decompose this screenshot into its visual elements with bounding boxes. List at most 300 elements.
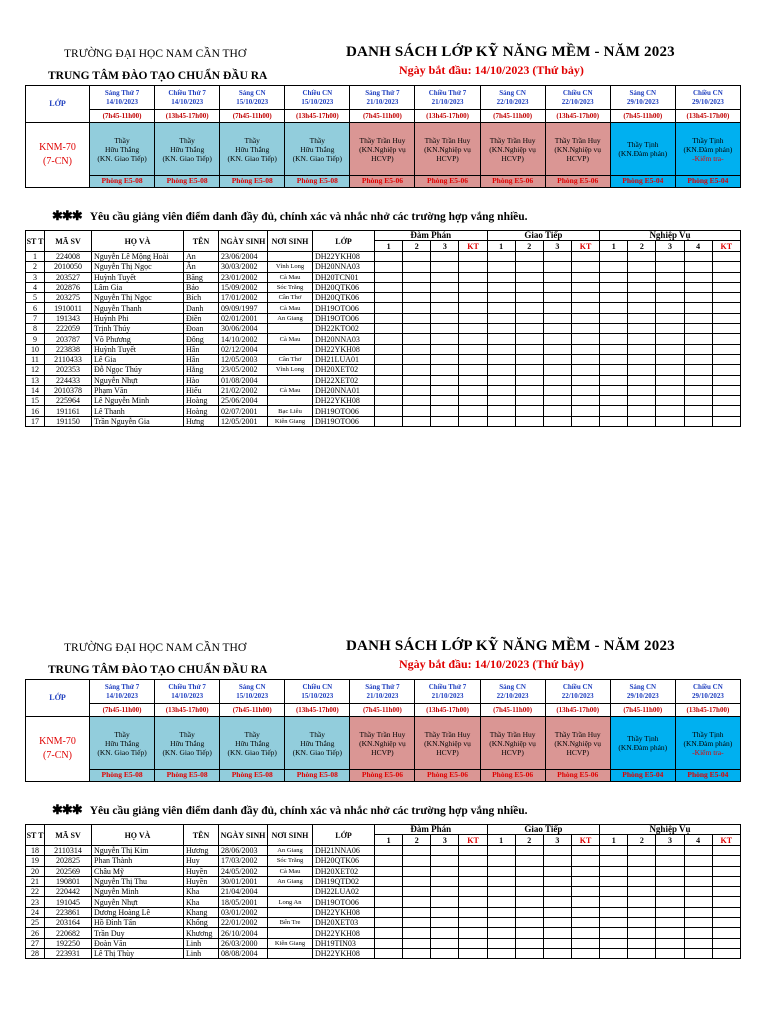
attendance-cell[interactable] (684, 262, 712, 272)
attendance-cell[interactable] (487, 313, 515, 323)
attendance-cell[interactable] (487, 324, 515, 334)
attendance-cell[interactable] (459, 406, 487, 416)
attendance-cell[interactable] (628, 918, 656, 928)
attendance-cell[interactable] (656, 282, 684, 292)
attendance-cell[interactable] (684, 344, 712, 354)
attendance-cell[interactable] (656, 252, 684, 262)
attendance-cell[interactable] (543, 354, 571, 364)
attendance-cell[interactable] (543, 897, 571, 907)
attendance-cell[interactable] (487, 252, 515, 262)
attendance-cell[interactable] (515, 416, 543, 426)
attendance-cell[interactable] (600, 334, 628, 344)
attendance-cell[interactable] (656, 375, 684, 385)
attendance-cell[interactable] (431, 846, 459, 856)
attendance-cell[interactable] (487, 282, 515, 292)
attendance-cell[interactable] (459, 866, 487, 876)
attendance-cell[interactable] (628, 887, 656, 897)
attendance-cell[interactable] (431, 907, 459, 917)
attendance-cell[interactable] (628, 416, 656, 426)
attendance-cell[interactable] (628, 293, 656, 303)
attendance-cell[interactable] (712, 344, 740, 354)
attendance-cell[interactable] (459, 344, 487, 354)
attendance-cell[interactable] (684, 396, 712, 406)
attendance-cell[interactable] (712, 282, 740, 292)
attendance-cell[interactable] (712, 907, 740, 917)
attendance-cell[interactable] (459, 365, 487, 375)
attendance-cell[interactable] (543, 293, 571, 303)
attendance-cell[interactable] (572, 324, 600, 334)
attendance-cell[interactable] (572, 334, 600, 344)
attendance-cell[interactable] (543, 262, 571, 272)
attendance-cell[interactable] (712, 846, 740, 856)
attendance-cell[interactable] (656, 365, 684, 375)
attendance-cell[interactable] (543, 846, 571, 856)
attendance-cell[interactable] (572, 365, 600, 375)
attendance-cell[interactable] (487, 856, 515, 866)
attendance-cell[interactable] (403, 282, 431, 292)
attendance-cell[interactable] (403, 334, 431, 344)
attendance-cell[interactable] (684, 385, 712, 395)
attendance-cell[interactable] (684, 907, 712, 917)
attendance-cell[interactable] (572, 938, 600, 948)
attendance-cell[interactable] (403, 897, 431, 907)
attendance-cell[interactable] (487, 887, 515, 897)
attendance-cell[interactable] (515, 948, 543, 958)
attendance-cell[interactable] (684, 887, 712, 897)
attendance-cell[interactable] (459, 375, 487, 385)
attendance-cell[interactable] (403, 948, 431, 958)
attendance-cell[interactable] (487, 897, 515, 907)
attendance-cell[interactable] (515, 324, 543, 334)
attendance-cell[interactable] (628, 354, 656, 364)
attendance-cell[interactable] (375, 375, 403, 385)
attendance-cell[interactable] (600, 416, 628, 426)
attendance-cell[interactable] (375, 324, 403, 334)
attendance-cell[interactable] (600, 344, 628, 354)
attendance-cell[interactable] (431, 334, 459, 344)
attendance-cell[interactable] (684, 938, 712, 948)
attendance-cell[interactable] (684, 876, 712, 886)
attendance-cell[interactable] (487, 344, 515, 354)
attendance-cell[interactable] (712, 385, 740, 395)
attendance-cell[interactable] (656, 313, 684, 323)
attendance-cell[interactable] (375, 406, 403, 416)
attendance-cell[interactable] (375, 334, 403, 344)
attendance-cell[interactable] (487, 948, 515, 958)
attendance-cell[interactable] (487, 907, 515, 917)
attendance-cell[interactable] (543, 344, 571, 354)
attendance-cell[interactable] (487, 303, 515, 313)
attendance-cell[interactable] (712, 948, 740, 958)
attendance-cell[interactable] (712, 354, 740, 364)
attendance-cell[interactable] (487, 396, 515, 406)
attendance-cell[interactable] (600, 897, 628, 907)
attendance-cell[interactable] (431, 416, 459, 426)
attendance-cell[interactable] (431, 948, 459, 958)
attendance-cell[interactable] (600, 303, 628, 313)
attendance-cell[interactable] (543, 887, 571, 897)
attendance-cell[interactable] (459, 887, 487, 897)
attendance-cell[interactable] (712, 876, 740, 886)
attendance-cell[interactable] (459, 897, 487, 907)
attendance-cell[interactable] (572, 856, 600, 866)
attendance-cell[interactable] (684, 272, 712, 282)
attendance-cell[interactable] (628, 385, 656, 395)
attendance-cell[interactable] (375, 252, 403, 262)
attendance-cell[interactable] (628, 948, 656, 958)
attendance-cell[interactable] (572, 354, 600, 364)
attendance-cell[interactable] (487, 406, 515, 416)
attendance-cell[interactable] (375, 282, 403, 292)
attendance-cell[interactable] (515, 293, 543, 303)
attendance-cell[interactable] (375, 365, 403, 375)
attendance-cell[interactable] (628, 907, 656, 917)
attendance-cell[interactable] (431, 866, 459, 876)
attendance-cell[interactable] (459, 948, 487, 958)
attendance-cell[interactable] (403, 303, 431, 313)
attendance-cell[interactable] (543, 396, 571, 406)
attendance-cell[interactable] (712, 918, 740, 928)
attendance-cell[interactable] (572, 282, 600, 292)
attendance-cell[interactable] (543, 876, 571, 886)
attendance-cell[interactable] (487, 385, 515, 395)
attendance-cell[interactable] (459, 252, 487, 262)
attendance-cell[interactable] (656, 856, 684, 866)
attendance-cell[interactable] (684, 365, 712, 375)
attendance-cell[interactable] (572, 897, 600, 907)
attendance-cell[interactable] (459, 324, 487, 334)
attendance-cell[interactable] (600, 928, 628, 938)
attendance-cell[interactable] (712, 938, 740, 948)
attendance-cell[interactable] (712, 303, 740, 313)
attendance-cell[interactable] (600, 846, 628, 856)
attendance-cell[interactable] (572, 303, 600, 313)
attendance-cell[interactable] (712, 416, 740, 426)
attendance-cell[interactable] (712, 272, 740, 282)
attendance-cell[interactable] (459, 262, 487, 272)
attendance-cell[interactable] (572, 396, 600, 406)
attendance-cell[interactable] (459, 416, 487, 426)
attendance-cell[interactable] (403, 354, 431, 364)
attendance-cell[interactable] (600, 354, 628, 364)
attendance-cell[interactable] (572, 262, 600, 272)
attendance-cell[interactable] (600, 866, 628, 876)
attendance-cell[interactable] (403, 846, 431, 856)
attendance-cell[interactable] (600, 396, 628, 406)
attendance-cell[interactable] (431, 252, 459, 262)
attendance-cell[interactable] (515, 897, 543, 907)
attendance-cell[interactable] (431, 876, 459, 886)
attendance-cell[interactable] (572, 313, 600, 323)
attendance-cell[interactable] (375, 866, 403, 876)
attendance-cell[interactable] (431, 928, 459, 938)
attendance-cell[interactable] (572, 887, 600, 897)
attendance-cell[interactable] (572, 907, 600, 917)
attendance-cell[interactable] (628, 262, 656, 272)
attendance-cell[interactable] (515, 262, 543, 272)
attendance-cell[interactable] (684, 282, 712, 292)
attendance-cell[interactable] (628, 938, 656, 948)
attendance-cell[interactable] (375, 907, 403, 917)
attendance-cell[interactable] (656, 354, 684, 364)
attendance-cell[interactable] (572, 846, 600, 856)
attendance-cell[interactable] (487, 938, 515, 948)
attendance-cell[interactable] (572, 876, 600, 886)
attendance-cell[interactable] (459, 938, 487, 948)
attendance-cell[interactable] (431, 365, 459, 375)
attendance-cell[interactable] (543, 928, 571, 938)
attendance-cell[interactable] (628, 344, 656, 354)
attendance-cell[interactable] (515, 396, 543, 406)
attendance-cell[interactable] (375, 385, 403, 395)
attendance-cell[interactable] (431, 303, 459, 313)
attendance-cell[interactable] (572, 375, 600, 385)
attendance-cell[interactable] (515, 856, 543, 866)
attendance-cell[interactable] (515, 303, 543, 313)
attendance-cell[interactable] (403, 876, 431, 886)
attendance-cell[interactable] (684, 375, 712, 385)
attendance-cell[interactable] (375, 897, 403, 907)
attendance-cell[interactable] (431, 938, 459, 948)
attendance-cell[interactable] (600, 282, 628, 292)
attendance-cell[interactable] (628, 375, 656, 385)
attendance-cell[interactable] (431, 272, 459, 282)
attendance-cell[interactable] (543, 907, 571, 917)
attendance-cell[interactable] (600, 313, 628, 323)
attendance-cell[interactable] (600, 385, 628, 395)
attendance-cell[interactable] (487, 928, 515, 938)
attendance-cell[interactable] (656, 918, 684, 928)
attendance-cell[interactable] (712, 396, 740, 406)
attendance-cell[interactable] (656, 262, 684, 272)
attendance-cell[interactable] (431, 324, 459, 334)
attendance-cell[interactable] (656, 866, 684, 876)
attendance-cell[interactable] (600, 918, 628, 928)
attendance-cell[interactable] (403, 344, 431, 354)
attendance-cell[interactable] (515, 846, 543, 856)
attendance-cell[interactable] (459, 918, 487, 928)
attendance-cell[interactable] (684, 856, 712, 866)
attendance-cell[interactable] (600, 252, 628, 262)
attendance-cell[interactable] (403, 416, 431, 426)
attendance-cell[interactable] (403, 324, 431, 334)
attendance-cell[interactable] (543, 313, 571, 323)
attendance-cell[interactable] (431, 354, 459, 364)
attendance-cell[interactable] (487, 876, 515, 886)
attendance-cell[interactable] (656, 887, 684, 897)
attendance-cell[interactable] (543, 938, 571, 948)
attendance-cell[interactable] (431, 282, 459, 292)
attendance-cell[interactable] (628, 856, 656, 866)
attendance-cell[interactable] (487, 375, 515, 385)
attendance-cell[interactable] (656, 272, 684, 282)
attendance-cell[interactable] (543, 303, 571, 313)
attendance-cell[interactable] (459, 928, 487, 938)
attendance-cell[interactable] (628, 866, 656, 876)
attendance-cell[interactable] (515, 365, 543, 375)
attendance-cell[interactable] (515, 375, 543, 385)
attendance-cell[interactable] (712, 293, 740, 303)
attendance-cell[interactable] (375, 272, 403, 282)
attendance-cell[interactable] (431, 262, 459, 272)
attendance-cell[interactable] (684, 334, 712, 344)
attendance-cell[interactable] (684, 416, 712, 426)
attendance-cell[interactable] (684, 293, 712, 303)
attendance-cell[interactable] (684, 918, 712, 928)
attendance-cell[interactable] (656, 396, 684, 406)
attendance-cell[interactable] (600, 262, 628, 272)
attendance-cell[interactable] (712, 324, 740, 334)
attendance-cell[interactable] (375, 938, 403, 948)
attendance-cell[interactable] (515, 334, 543, 344)
attendance-cell[interactable] (712, 897, 740, 907)
attendance-cell[interactable] (656, 948, 684, 958)
attendance-cell[interactable] (628, 396, 656, 406)
attendance-cell[interactable] (515, 272, 543, 282)
attendance-cell[interactable] (487, 354, 515, 364)
attendance-cell[interactable] (684, 406, 712, 416)
attendance-cell[interactable] (487, 262, 515, 272)
attendance-cell[interactable] (572, 344, 600, 354)
attendance-cell[interactable] (656, 416, 684, 426)
attendance-cell[interactable] (600, 856, 628, 866)
attendance-cell[interactable] (403, 396, 431, 406)
attendance-cell[interactable] (600, 293, 628, 303)
attendance-cell[interactable] (375, 303, 403, 313)
attendance-cell[interactable] (515, 928, 543, 938)
attendance-cell[interactable] (656, 385, 684, 395)
attendance-cell[interactable] (403, 252, 431, 262)
attendance-cell[interactable] (712, 334, 740, 344)
attendance-cell[interactable] (487, 846, 515, 856)
attendance-cell[interactable] (459, 272, 487, 282)
attendance-cell[interactable] (403, 907, 431, 917)
attendance-cell[interactable] (684, 846, 712, 856)
attendance-cell[interactable] (403, 887, 431, 897)
attendance-cell[interactable] (572, 252, 600, 262)
attendance-cell[interactable] (375, 344, 403, 354)
attendance-cell[interactable] (628, 282, 656, 292)
attendance-cell[interactable] (431, 406, 459, 416)
attendance-cell[interactable] (431, 856, 459, 866)
attendance-cell[interactable] (543, 406, 571, 416)
attendance-cell[interactable] (543, 324, 571, 334)
attendance-cell[interactable] (600, 948, 628, 958)
attendance-cell[interactable] (515, 406, 543, 416)
attendance-cell[interactable] (712, 365, 740, 375)
attendance-cell[interactable] (403, 856, 431, 866)
attendance-cell[interactable] (459, 856, 487, 866)
attendance-cell[interactable] (684, 897, 712, 907)
attendance-cell[interactable] (375, 928, 403, 938)
attendance-cell[interactable] (431, 918, 459, 928)
attendance-cell[interactable] (543, 365, 571, 375)
attendance-cell[interactable] (684, 313, 712, 323)
attendance-cell[interactable] (459, 846, 487, 856)
attendance-cell[interactable] (375, 293, 403, 303)
attendance-cell[interactable] (628, 272, 656, 282)
attendance-cell[interactable] (628, 365, 656, 375)
attendance-cell[interactable] (515, 385, 543, 395)
attendance-cell[interactable] (375, 918, 403, 928)
attendance-cell[interactable] (572, 385, 600, 395)
attendance-cell[interactable] (375, 948, 403, 958)
attendance-cell[interactable] (487, 866, 515, 876)
attendance-cell[interactable] (431, 897, 459, 907)
attendance-cell[interactable] (628, 324, 656, 334)
attendance-cell[interactable] (600, 907, 628, 917)
attendance-cell[interactable] (656, 907, 684, 917)
attendance-cell[interactable] (515, 282, 543, 292)
attendance-cell[interactable] (712, 262, 740, 272)
attendance-cell[interactable] (572, 416, 600, 426)
attendance-cell[interactable] (431, 293, 459, 303)
attendance-cell[interactable] (543, 252, 571, 262)
attendance-cell[interactable] (515, 887, 543, 897)
attendance-cell[interactable] (543, 375, 571, 385)
attendance-cell[interactable] (656, 938, 684, 948)
attendance-cell[interactable] (403, 406, 431, 416)
attendance-cell[interactable] (628, 928, 656, 938)
attendance-cell[interactable] (600, 887, 628, 897)
attendance-cell[interactable] (375, 876, 403, 886)
attendance-cell[interactable] (515, 252, 543, 262)
attendance-cell[interactable] (628, 252, 656, 262)
attendance-cell[interactable] (656, 344, 684, 354)
attendance-cell[interactable] (656, 324, 684, 334)
attendance-cell[interactable] (600, 365, 628, 375)
attendance-cell[interactable] (403, 313, 431, 323)
attendance-cell[interactable] (600, 272, 628, 282)
attendance-cell[interactable] (656, 293, 684, 303)
attendance-cell[interactable] (712, 866, 740, 876)
attendance-cell[interactable] (543, 282, 571, 292)
attendance-cell[interactable] (375, 396, 403, 406)
attendance-cell[interactable] (403, 365, 431, 375)
attendance-cell[interactable] (684, 303, 712, 313)
attendance-cell[interactable] (684, 252, 712, 262)
attendance-cell[interactable] (572, 866, 600, 876)
attendance-cell[interactable] (684, 324, 712, 334)
attendance-cell[interactable] (459, 907, 487, 917)
attendance-cell[interactable] (459, 313, 487, 323)
attendance-cell[interactable] (375, 262, 403, 272)
attendance-cell[interactable] (431, 887, 459, 897)
attendance-cell[interactable] (543, 334, 571, 344)
attendance-cell[interactable] (656, 303, 684, 313)
attendance-cell[interactable] (403, 385, 431, 395)
attendance-cell[interactable] (375, 846, 403, 856)
attendance-cell[interactable] (515, 344, 543, 354)
attendance-cell[interactable] (628, 406, 656, 416)
attendance-cell[interactable] (487, 416, 515, 426)
attendance-cell[interactable] (459, 396, 487, 406)
attendance-cell[interactable] (684, 354, 712, 364)
attendance-cell[interactable] (572, 406, 600, 416)
attendance-cell[interactable] (543, 385, 571, 395)
attendance-cell[interactable] (712, 887, 740, 897)
attendance-cell[interactable] (431, 344, 459, 354)
attendance-cell[interactable] (712, 313, 740, 323)
attendance-cell[interactable] (712, 252, 740, 262)
attendance-cell[interactable] (656, 406, 684, 416)
attendance-cell[interactable] (515, 918, 543, 928)
attendance-cell[interactable] (459, 303, 487, 313)
attendance-cell[interactable] (459, 334, 487, 344)
attendance-cell[interactable] (459, 385, 487, 395)
attendance-cell[interactable] (543, 866, 571, 876)
attendance-cell[interactable] (431, 313, 459, 323)
